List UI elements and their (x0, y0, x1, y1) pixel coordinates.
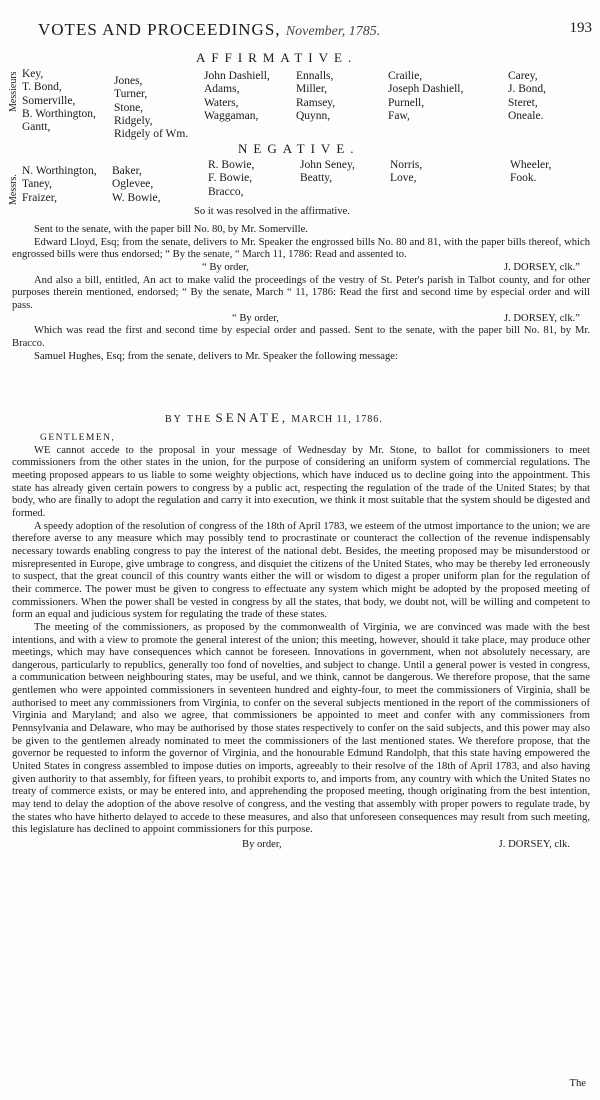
affirmative-heading: AFFIRMATIVE. (196, 50, 358, 65)
voter-name: F. Bowie, (208, 172, 253, 185)
by-order-label: “ By order, (202, 261, 249, 273)
voter-name: Joseph Dashiell, (388, 83, 464, 96)
voter-name: Steret, (508, 96, 538, 109)
affirmative-col-6 (508, 70, 546, 123)
senate-heading (165, 410, 383, 426)
voter-name: Waggaman, (204, 109, 259, 122)
voter-name: Baker, (112, 165, 142, 177)
voter-name: Stone, (114, 101, 144, 114)
by-order-label: By order, (242, 839, 282, 850)
negative-col-2 (112, 165, 160, 205)
voter-name: N. Worthington, (22, 165, 97, 177)
running-head-date: November, 1785. (285, 24, 381, 39)
negative-col-3 (208, 159, 254, 199)
senate-heading-by-the: BY THE (165, 414, 213, 425)
signature-line (12, 839, 590, 852)
voter-name: B. Worthington, (22, 107, 96, 120)
clerk-signature: J. DORSEY, clk.” (503, 261, 580, 273)
voter-name: Bracco, (208, 185, 244, 198)
senate-heading-date: MARCH 11, 1786. (291, 414, 383, 425)
negative-col-6 (510, 159, 551, 186)
message-paragraph: The meeting of the commissioners, as proposed by the commonwealth of Virginia, we are convinced was made with the best intentions, and with a view to promote the general interest of the union; this meeting, however, should it take place, may produce other meetings, which may have consequences which cannot be foreseen. Innovations in government, when not absolutely necessary, are dangerous, particularly to republics, generally too fond of novelties, and subject to change. Until a general power is vested in congress, a communication between neighbouring states, may be useful, and we think, cannot be dangerous. We therefore propose, that the same gentlemen who were appointed commissioners in seventeen hundred and eighty-four, to meet the commissioners of Virginia, shall be authorised to meet any commissioners from Virginia, to confer on the several subjects mentioned in the report of the commissioners of Virginia and Maryland; and also we agree, that commissioners be appointed to meet and confer with any commissioners from Pennsylvania and Delaware, who may be authorised by those states respectively to confer on the said subjects, and this power may also be given to the gentlemen already nominated to meet the commissioners of the last mentioned states. We therefore propose, that the governor be requested to inform the governor of Virginia, and the honourable Edmund Randolph, that this state having empowered the United States in congress assembled to impose duties on imports, agreeably to their resolve of the 18th of April 1783, and also having given authority to that assembly, for fifteen years, to prohibit exports to, and imports from, any country with which the United States no treaty of commerce exists, or may be entered into, and apprehending the proposed meeting, though originating from the best intention, may tend to delay the adoption of the above resolve of congress, and the vesting that assembly with proper powers to regulate trade, by the states who have hitherto delayed to accede to these measures, and also that unforeseen consequences may result from such meeting, this legislature has declined to appoint commissioners for this purpose. (12, 621, 590, 836)
voter-name: Ennalls, (296, 70, 334, 82)
voter-name: Purnell, (388, 96, 425, 109)
voter-name: Taney, (22, 178, 53, 191)
voter-name: R. Bowie, (208, 159, 255, 171)
voter-name: Adams, (204, 83, 240, 96)
voter-name: Quynn, (296, 109, 331, 122)
voter-name: T. Bond, (22, 81, 62, 94)
negative-col-5 (390, 159, 422, 186)
negative-messieurs-label: Messrs. (8, 174, 19, 205)
proceeding-paragraph: Which was read the first and second time by especial order and passed. Sent to the senate, with the paper bill No. 81, by Mr. Bracco. (12, 325, 590, 349)
voter-name: Oneale. (508, 109, 544, 122)
voter-name: Ridgely, (114, 114, 153, 127)
voter-name: Turner, (114, 88, 148, 101)
voter-name: Fook. (510, 172, 537, 185)
voter-name: Waters, (204, 96, 239, 109)
message-paragraph: WE cannot accede to the proposal in your message of Wednesday by Mr. Stone, to ballot for commissioners to meet commissioners from the other states in the union, for the purpose of considering an uniform system of commercial regulations. The meeting proposed appears to us liable to some weighty objections, which have induced us to decline going into the appointment. This state has already given certain powers to congress by a public act, respecting the regulation of the trade of the United States; by that body, who are finally to adopt the regulation and carry it into execution, we think it most suitable that the system should be digested and formed. (12, 444, 590, 519)
voter-name: Miller, (296, 83, 328, 96)
voter-name: Wheeler, (510, 159, 552, 171)
negative-col-1 (22, 165, 97, 205)
proceeding-paragraph: Sent to the senate, with the paper bill No. 80, by Mr. Somerville. (34, 224, 308, 235)
voter-name: Carey, (508, 70, 538, 82)
proceeding-paragraph: Samuel Hughes, Esq; from the senate, delivers to Mr. Speaker the following message: (34, 350, 398, 362)
clerk-signature: J. DORSEY, clk. (498, 839, 570, 850)
affirmative-col-3 (204, 70, 270, 123)
voter-name: Oglevee, (112, 178, 154, 191)
voter-name: Key, (22, 68, 44, 80)
voter-name: John Dashiell, (204, 70, 270, 82)
affirmative-col-5 (388, 70, 463, 123)
proceeding-paragraph: And also a bill, entitled, An act to make valid the proceedings of the vestry of St. Peter's parish in Talbot county, and for other purposes therein mentioned, endorsed; “ By the senate, March “ 11, 1786: Read the first and second time by especial order and will pass. (12, 274, 590, 311)
signature-line (12, 262, 590, 275)
proceedings-block (12, 224, 590, 363)
affirmative-col-1 (22, 68, 96, 134)
message-salutation: GENTLEMEN, (40, 433, 116, 443)
senate-heading-senate: SENATE, (215, 410, 289, 425)
negative-col-4 (300, 159, 355, 186)
voter-name: Ridgely of Wm. (114, 128, 189, 141)
running-head (38, 20, 380, 40)
message-paragraph: A speedy adoption of the resolution of congress of the 18th of April 1783, we esteem of the utmost importance to the union; we are therefore averse to any measure which may possibly tend to procrastinate or counteract the collection of the revenue indispensably necessary towards enabling congress to pay the interest of the national debt. Besides, the meeting proposed may be misunderstood or misrepresented in Europe, give umbrage to congress, and disquiet the citizens of the United States, who may be thereby led erroneously to suspect, that the great council of this country wants either the will or wisdom to digest a proper uniform plan for the regulation of their commerce. The power must be given to congress to effectuate any system which might be adopted by the proposed meeting of commissioners. When the power shall be vested in congress by all the states, that body, we doubt not, will be willing and competent to form an equal and judicious system for regulating the trade of these states. (12, 520, 590, 621)
negative-heading: NEGATIVE. (238, 141, 360, 156)
proceeding-paragraph: Edward Lloyd, Esq; from the senate, delivers to Mr. Speaker the engrossed bills No. 80 and 81, with the paper bills thereof, which engrossed bills were thus endorsed; “ By the senate, “ March 11, 1786: Read and assented to. (12, 236, 590, 261)
catchword: The (569, 1078, 586, 1089)
voter-name: Crailie, (388, 70, 423, 82)
voter-name: Faw, (388, 109, 410, 122)
affirmative-messieurs-label: Messieurs (8, 71, 19, 112)
affirmative-col-4 (296, 70, 335, 123)
voter-name: Somerville, (22, 94, 76, 107)
affirmative-col-2 (114, 75, 188, 141)
resolution-line: So it was resolved in the affirmative. (194, 206, 351, 217)
senate-message (12, 432, 590, 852)
voter-name: Ramsey, (296, 96, 336, 109)
voter-name: Jones, (114, 75, 143, 87)
running-head-title: VOTES AND PROCEEDINGS, (38, 20, 281, 39)
voter-name: Beatty, (300, 172, 333, 185)
page-number: 193 (569, 20, 592, 36)
by-order-label: “ By order, (232, 312, 279, 324)
voter-name: Norris, (390, 159, 423, 171)
voter-name: J. Bond, (508, 83, 547, 96)
clerk-signature: J. DORSEY, clk.” (503, 312, 580, 324)
voter-name: Love, (390, 172, 417, 185)
voter-name: Fraizer, (22, 191, 57, 204)
voter-name: Gantt, (22, 121, 51, 134)
voter-name: John Seney, (300, 159, 355, 171)
signature-line (12, 313, 590, 326)
voter-name: W. Bowie, (112, 191, 161, 204)
